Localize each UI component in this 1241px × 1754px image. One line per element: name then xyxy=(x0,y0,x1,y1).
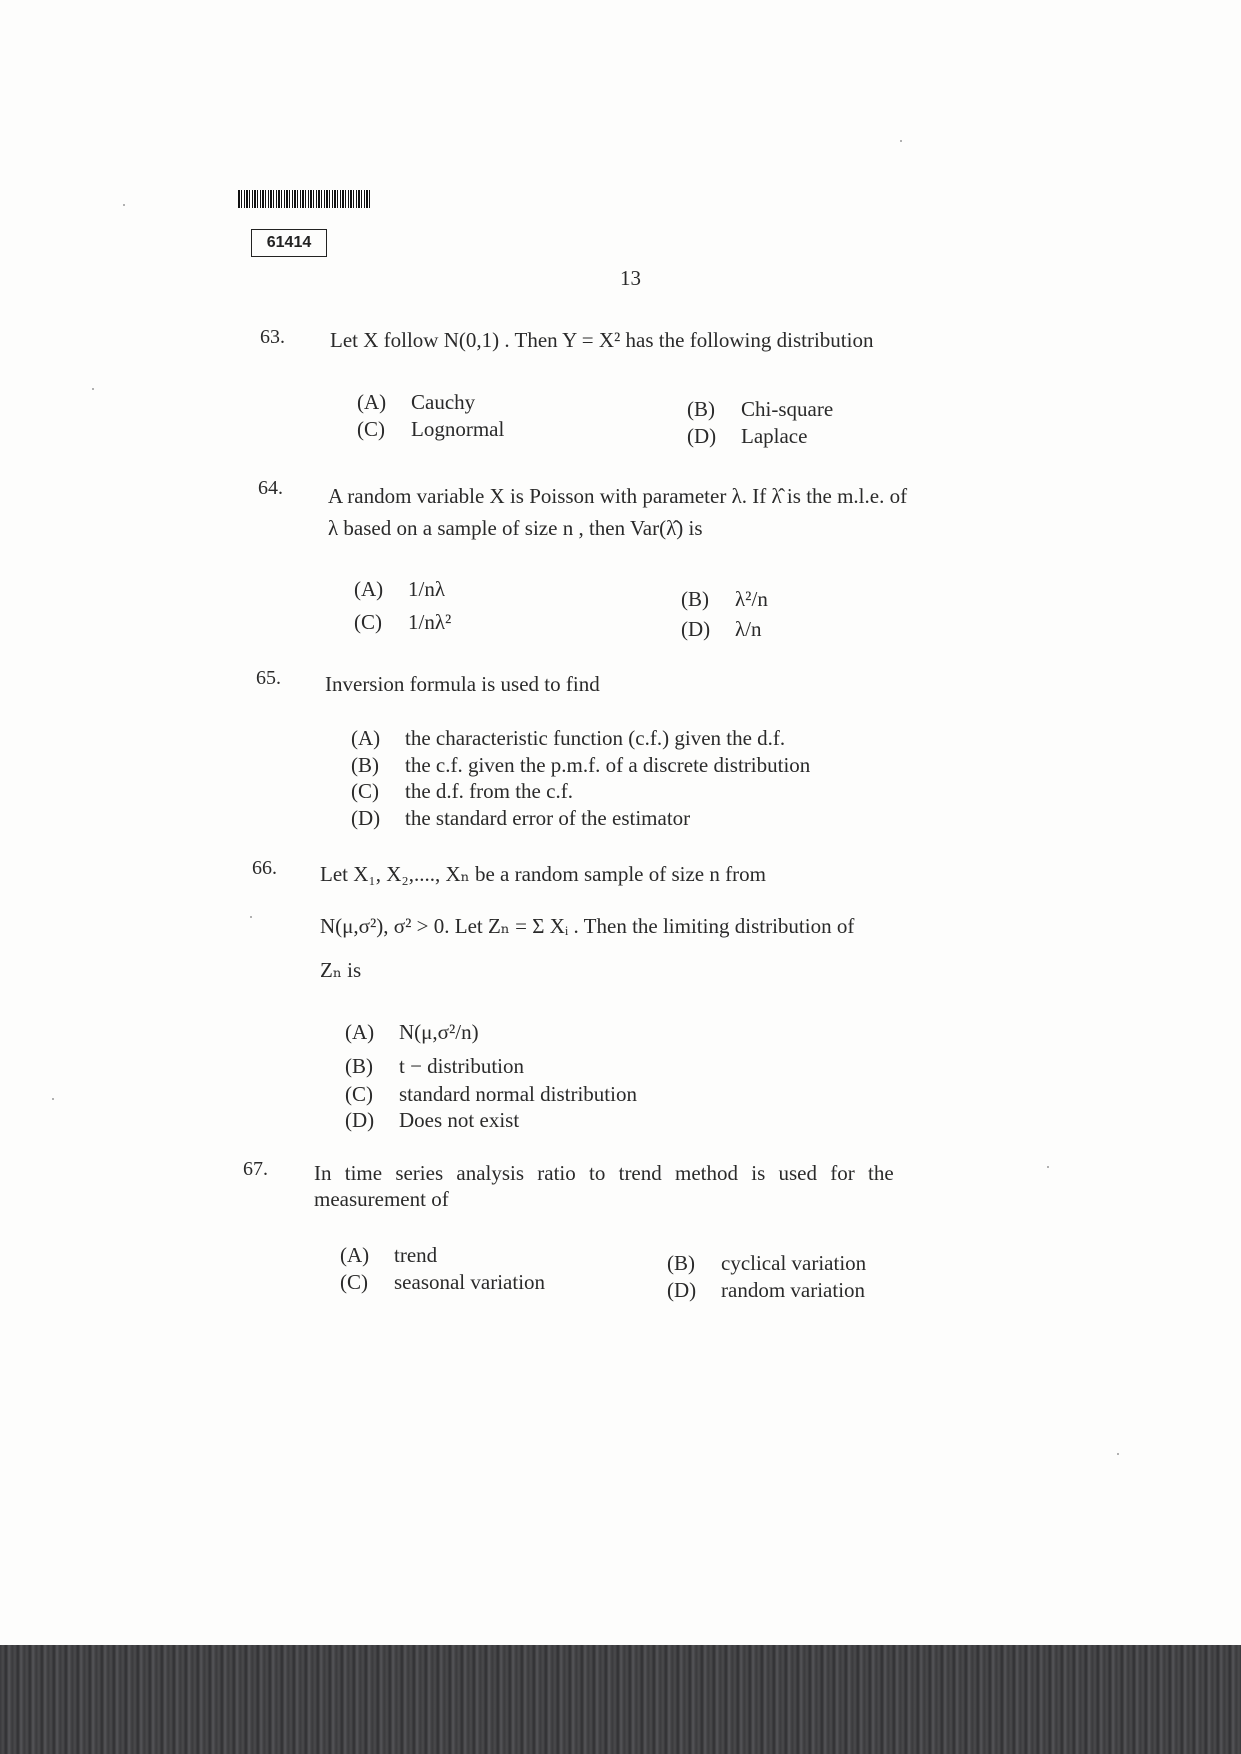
option xyxy=(351,779,573,804)
option xyxy=(345,1020,479,1045)
option-label: (D) xyxy=(681,617,711,641)
question-number: 65. xyxy=(256,667,281,689)
option xyxy=(687,397,833,422)
question-number: 63. xyxy=(260,326,285,348)
option-text: Lognormal xyxy=(411,417,505,441)
barcode xyxy=(238,190,370,208)
option xyxy=(354,610,451,635)
scan-speck xyxy=(900,140,902,142)
option-label: (C) xyxy=(357,417,385,441)
question-text: Zₙ is xyxy=(320,958,362,982)
option-text: Cauchy xyxy=(411,390,476,414)
option xyxy=(687,424,807,449)
option-text: 1/nλ² xyxy=(408,610,452,634)
option xyxy=(357,417,504,442)
question-text: λ based on a sample of size n , then Var(λ̂) is xyxy=(328,516,703,540)
scan-speck xyxy=(52,1098,54,1100)
question-number: 66. xyxy=(252,857,277,879)
question-number: 67. xyxy=(243,1158,268,1180)
option xyxy=(351,806,690,831)
option-label: (A) xyxy=(345,1020,375,1044)
option-label: (B) xyxy=(687,397,715,421)
option-text: λ²/n xyxy=(735,587,768,611)
option-text: standard normal distribution xyxy=(399,1082,637,1106)
option xyxy=(345,1054,524,1079)
question-text: measurement of xyxy=(314,1187,449,1211)
option-text: seasonal variation xyxy=(394,1270,546,1294)
option-text: cyclical variation xyxy=(721,1251,867,1275)
option-label: (C) xyxy=(345,1082,373,1106)
question-text: Let X follow N(0,1) . Then Y = X² has the following distribution xyxy=(330,328,874,352)
option-text: 1/nλ xyxy=(408,577,446,601)
option-label: (D) xyxy=(345,1108,375,1132)
option-label: (B) xyxy=(681,587,709,611)
option xyxy=(340,1243,437,1268)
option-text: N(μ,σ²/n) xyxy=(399,1020,479,1044)
option xyxy=(681,617,762,642)
question-text: Let X₁, X₂,...., Xₙ be a random sample of size n from xyxy=(320,862,766,886)
option xyxy=(340,1270,545,1295)
option-text: the standard error of the estimator xyxy=(405,806,691,830)
option-label: (A) xyxy=(354,577,384,601)
option-text: the characteristic function (c.f.) given the d.f. xyxy=(405,726,786,750)
option xyxy=(681,587,768,612)
scan-speck xyxy=(250,916,252,918)
question-number: 64. xyxy=(258,477,283,499)
option-label: (C) xyxy=(354,610,382,634)
option-label: (C) xyxy=(351,779,379,803)
option-text: trend xyxy=(394,1243,438,1267)
scanner-background xyxy=(0,1645,1241,1754)
scan-speck xyxy=(123,204,125,206)
option-label: (B) xyxy=(345,1054,373,1078)
option xyxy=(345,1108,519,1133)
option-label: (D) xyxy=(351,806,381,830)
option-label: (A) xyxy=(351,726,381,750)
page-number: 13 xyxy=(620,266,641,290)
question-text: In time series analysis ratio to trend method is used for the xyxy=(314,1161,894,1185)
option xyxy=(667,1278,865,1303)
option-label: (D) xyxy=(667,1278,697,1302)
option xyxy=(351,726,785,751)
option-label: (A) xyxy=(340,1243,370,1267)
option-text: t − distribution xyxy=(399,1054,525,1078)
option-text: the d.f. from the c.f. xyxy=(405,779,573,803)
option-label: (B) xyxy=(351,753,379,777)
option-text: λ/n xyxy=(735,617,762,641)
question-text: N(μ,σ²), σ² > 0. Let Zₙ = Σ Xᵢ . Then the limiting distribution of xyxy=(320,914,855,938)
scan-speck xyxy=(92,388,94,390)
option xyxy=(354,577,445,602)
option-text: Laplace xyxy=(741,424,808,448)
option xyxy=(667,1251,866,1276)
option-text: the c.f. given the p.m.f. of a discrete distribution xyxy=(405,753,811,777)
scan-speck xyxy=(1047,1166,1049,1168)
question-text: A random variable X is Poisson with parameter λ. If λ̂ is the m.l.e. of xyxy=(328,484,908,508)
option xyxy=(357,390,475,415)
option-label: (B) xyxy=(667,1251,695,1275)
option-label: (C) xyxy=(340,1270,368,1294)
scan-speck xyxy=(1117,1453,1119,1455)
question-text: Inversion formula is used to find xyxy=(325,672,600,696)
option-label: (A) xyxy=(357,390,387,414)
option xyxy=(351,753,810,778)
option-text: random variation xyxy=(721,1278,866,1302)
option-label: (D) xyxy=(687,424,717,448)
exam-code-box: 61414 xyxy=(251,229,327,257)
option-text: Chi-square xyxy=(741,397,834,421)
option-text: Does not exist xyxy=(399,1108,520,1132)
option xyxy=(345,1082,637,1107)
